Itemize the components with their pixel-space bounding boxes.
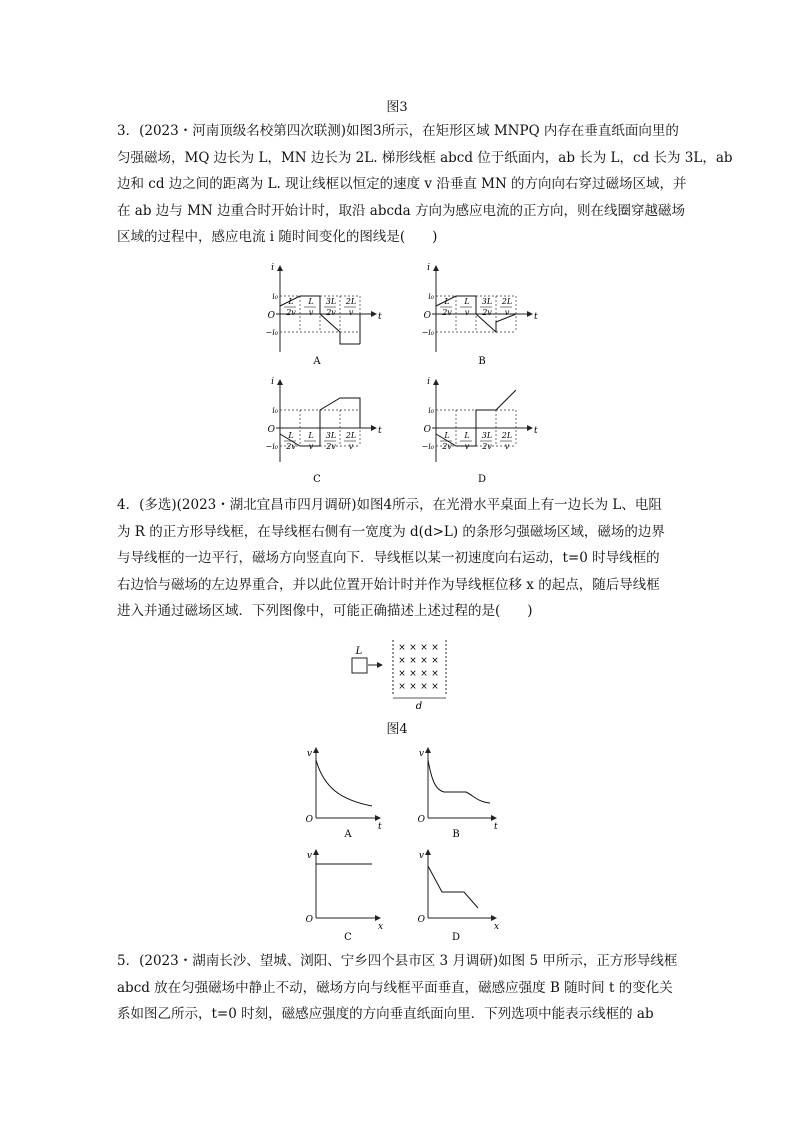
tick-label-den: v — [348, 442, 354, 451]
question-3-line: 边和 cd 边之间的距离为 L. 现让线框以恒定的速度 v 沿垂直 MN 的方向向右穿过磁场区域，并 — [117, 176, 687, 192]
graph-option-B — [418, 748, 498, 840]
field-cross: × — [409, 669, 417, 679]
field-cross: × — [431, 669, 439, 679]
y-axis-label: i — [271, 377, 274, 387]
width-label: d — [415, 701, 423, 712]
i0-label: i₀ — [428, 292, 434, 301]
x-axis-label: t — [378, 426, 382, 436]
question-3-line: 匀强磁场，MQ 边长为 L，MN 边长为 2L. 梯形线框 abcd 位于纸面内，ab 长为 L，cd 长为 3L，ab — [117, 149, 733, 166]
field-cross: × — [409, 682, 417, 692]
origin-label: O — [417, 815, 425, 825]
x-axis-label: t — [378, 312, 382, 322]
tick-label-num: 2L — [345, 297, 357, 306]
option-label: B — [452, 829, 460, 840]
tick-label-num: L — [288, 431, 294, 440]
option-label: A — [344, 829, 352, 840]
x-axis-label: t — [378, 822, 382, 832]
tick-label-den: 2v — [286, 442, 296, 451]
question-5-line: abcd 放在匀强磁场中静止不动，磁场方向与线框平面垂直，磁感应强度 B 随时间 t 的变化关 — [117, 979, 673, 996]
neg-i0-label: −i₀ — [421, 442, 434, 451]
option-label: C — [313, 474, 321, 485]
origin-label: O — [305, 815, 313, 825]
question-4-line: 4．(多选)(2023・湖北宜昌市四月调研)如图4所示，在光滑水平桌面上有一边长为 L、电阻 — [117, 497, 662, 513]
graph-option-D — [418, 850, 499, 943]
tick-label-num: L — [288, 297, 294, 306]
velocity-curve — [428, 760, 490, 803]
x-axis-label: t — [494, 822, 498, 832]
tick-label-den: v — [464, 308, 470, 317]
tick-label-den: 2v — [482, 308, 492, 317]
x-axis-label: t — [534, 312, 538, 322]
tick-label-num: 2L — [345, 431, 357, 440]
field-cross: × — [420, 656, 428, 666]
y-axis-label: i — [427, 377, 430, 387]
question-5-line: 系如图乙所示，t=0 时刻，磁感应强度的方向垂直纸面向里．下列选项中能表示线框的 ab — [117, 1006, 654, 1022]
velocity-curve — [316, 760, 372, 806]
tick-label-num: 2L — [501, 297, 513, 306]
velocity-curve — [428, 866, 478, 908]
tick-label-num: L — [308, 431, 314, 440]
question-4-line: 右边恰与磁场的左边界重合，并以此位置开始计时并作为导线框位移 x 的起点，随后导线框 — [117, 576, 660, 593]
tick-label-den: v — [308, 308, 314, 317]
y-axis-label: v — [418, 851, 424, 861]
tick-label-den: v — [348, 308, 354, 317]
field-cross: × — [398, 656, 406, 666]
tick-label-num: 3L — [325, 431, 337, 440]
tick-label-num: L — [444, 297, 450, 306]
question-5 — [117, 948, 682, 1028]
i0-label: i₀ — [272, 292, 278, 301]
neg-i0-label: −i₀ — [265, 328, 278, 337]
field-cross: × — [409, 643, 417, 653]
field-cross: × — [409, 656, 417, 666]
tick-label-den: v — [464, 442, 470, 451]
tick-label-den: 2v — [286, 308, 296, 317]
option-label: A — [313, 356, 321, 367]
tick-label-num: 2L — [501, 431, 513, 440]
question-4-line: 进入并通过磁场区域．下列图像中，可能正确描述上述过程的是( ) — [117, 603, 533, 619]
field-cross: × — [431, 682, 439, 692]
option-label: C — [344, 932, 352, 943]
tick-label-den: 2v — [442, 442, 452, 451]
tick-label-den: 2v — [482, 442, 492, 451]
tick-label-num: L — [464, 431, 470, 440]
origin-label: O — [423, 425, 431, 435]
tick-label-den: 2v — [442, 308, 452, 317]
question-5-line: 5．(2023・湖南长沙、望城、浏阳、宁乡四个县市区 3 月调研)如图 5 甲所示，正方形导线框 — [117, 953, 678, 969]
option-label: D — [477, 474, 487, 485]
origin-label: O — [423, 311, 431, 321]
origin-label: O — [305, 915, 313, 925]
y-axis-label: v — [418, 749, 424, 759]
tick-label-num: L — [308, 297, 314, 306]
x-axis-label: x — [494, 922, 500, 932]
tick-label-den: v — [504, 442, 510, 451]
graph-option-C — [306, 850, 383, 943]
field-cross: × — [398, 669, 406, 679]
field-cross: × — [398, 682, 406, 692]
question-4-line: 与导线框的一边平行，磁场方向竖直向下．导线框以某一初速度向右运动，t=0 时导线框的 — [117, 550, 660, 566]
field-cross: × — [420, 643, 428, 653]
tick-label-den: 2v — [326, 308, 336, 317]
field-cross: × — [420, 669, 428, 679]
question-3-line: 区域的过程中，感应电流 i 随时间变化的图线是( ) — [117, 229, 438, 245]
tick-label-den: v — [308, 442, 314, 451]
tick-label-num: L — [444, 431, 450, 440]
y-axis-label: v — [306, 851, 312, 861]
tick-label-num: 3L — [325, 297, 337, 306]
origin-label: O — [417, 915, 425, 925]
field-cross: × — [420, 682, 428, 692]
field-cross: × — [431, 656, 439, 666]
figure-3-title: 图3 — [386, 100, 408, 115]
tick-label-num: 3L — [481, 297, 493, 306]
question-3-line: 3．(2023・河南顶级名校第四次联测)如图3所示，在矩形区域 MNPQ 内存在垂直纸面向里的 — [117, 123, 679, 139]
neg-i0-label: −i₀ — [265, 442, 278, 451]
origin-label: O — [267, 425, 275, 435]
tick-label-num: 3L — [481, 431, 493, 440]
origin-label: O — [267, 311, 275, 321]
y-axis-label: i — [427, 263, 430, 273]
i0-label: i₀ — [272, 406, 278, 415]
y-axis-label: v — [306, 749, 312, 759]
question-3-line: 在 ab 边与 MN 边重合时开始计时，取沿 abcda 方向为感应电流的正方向，则在线圈穿越磁场 — [117, 202, 686, 219]
tick-label-den: 2v — [326, 442, 336, 451]
x-axis-label: x — [378, 922, 384, 932]
option-label: B — [478, 356, 486, 367]
figure-4-title: 图4 — [386, 722, 408, 737]
graph-option-A — [306, 748, 382, 840]
tick-label-num: L — [464, 297, 470, 306]
x-axis-label: t — [534, 426, 538, 436]
option-label: D — [451, 932, 461, 943]
i0-label: i₀ — [428, 406, 434, 415]
tick-label-den: v — [504, 308, 510, 317]
question-4-line: 为 R 的正方形导线框，在导线框右侧有一宽度为 d(d>L) 的条形匀强磁场区域，磁场的边界 — [117, 523, 665, 540]
field-cross: × — [398, 643, 406, 653]
y-axis-label: i — [271, 263, 274, 273]
neg-i0-label: −i₀ — [421, 328, 434, 337]
side-label: L — [355, 646, 363, 657]
field-cross: × — [431, 643, 439, 653]
